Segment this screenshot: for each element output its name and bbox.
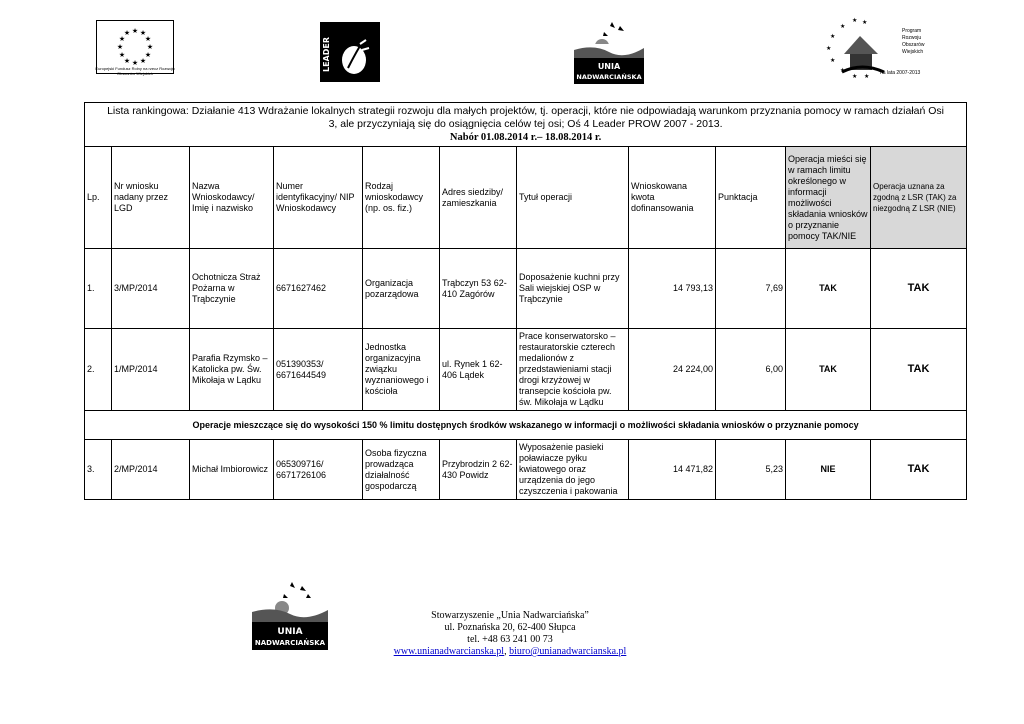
cell-adres: Przybrodzin 2 62-430 Powidz [440, 440, 517, 500]
nabor-dates: Nabór 01.08.2014 r.– 18.08.2014 r. [449, 132, 602, 143]
cell-numer: 6671627462 [274, 249, 363, 329]
section-note-row [85, 411, 967, 440]
table-row [85, 249, 967, 329]
unia-line1: UNIA [597, 62, 621, 71]
svg-text:★: ★ [123, 57, 131, 65]
cell-lp: 3. [85, 440, 112, 500]
unia-line2: NADWARCIAŃSKA [254, 639, 326, 647]
cell-punktacja: 7,69 [716, 249, 786, 329]
header-adres: Adres siedziby/ zamieszkania [440, 147, 517, 249]
svg-text:★: ★ [144, 35, 152, 43]
cell-rodzaj: Organizacja pozarządowa [363, 249, 440, 329]
cell-tytul: Wyposażenie pasieki poławiacze pyłku kwiatowego oraz urządzenia do jego czyszczenia i pakowania [517, 440, 629, 500]
cell-lp: 2. [85, 329, 112, 411]
header-miesci: Operacja mieści się w ramach limitu określonego w informacji możliwości składania wniosków o przyznanie pomocy TAK/NIE [786, 147, 871, 249]
cell-rodzaj: Osoba fizyczna prowadząca działalność gospodarczą [363, 440, 440, 500]
table-row [85, 440, 967, 500]
svg-text:★: ★ [118, 51, 126, 59]
svg-text:★: ★ [131, 59, 139, 67]
footer-org-name: Stowarzyszenie „Unia Nadwarciańska” [431, 610, 589, 621]
cell-nr: 3/MP/2014 [112, 249, 190, 329]
cell-uznana: TAK [871, 249, 967, 329]
svg-text:★: ★ [830, 33, 836, 40]
cell-tytul: Doposażenie kuchni przy Sali wiejskiej OSP w Trąbczynie [517, 249, 629, 329]
footer-address [380, 610, 640, 658]
prow-text: Program Rozwoju Obszarów Wiejskich [902, 28, 925, 55]
table-row [85, 329, 967, 411]
svg-text:★: ★ [852, 73, 858, 80]
svg-text:★: ★ [139, 57, 147, 65]
cell-miesci: TAK [786, 249, 871, 329]
unia-nadwarcianska-logo [574, 18, 644, 84]
footer-street: ul. Poznańska 20, 62-400 Słupca [444, 622, 576, 633]
cell-miesci: NIE [786, 440, 871, 500]
leader-text: LEADER [322, 36, 331, 72]
unia-nadwarcianska-footer-logo [252, 578, 328, 650]
table-title: Lista rankingowa: Działanie 413 Wdrażanie lokalnych strategii rozwoju dla małych projektów, tj. operacji, które nie odpowiadają warunkom przyznania pomocy w ramach działań Osi 3, ale przyczyniają się do osiągnięcia celów tej osi; Oś 4 Leader PROW 2007 - 2013. Nabór 01.08.2014 r.– 18.08.2014 r. [85, 103, 967, 147]
header-tytul: Tytuł operacji [517, 147, 629, 249]
svg-text:★: ★ [862, 19, 868, 26]
prow-years: na lata 2007-2013 [880, 70, 921, 76]
header-numer: Numer identyfikacyjny/ NIP Wnioskodawcy [274, 147, 363, 249]
cell-miesci: TAK [786, 329, 871, 411]
unia-line1: UNIA [277, 627, 303, 637]
cell-rodzaj: Jednostka organizacyjna związku wyznaniowego i kościoła [363, 329, 440, 411]
footer-separator: , [504, 646, 507, 657]
cell-adres: ul. Rynek 1 62-406 Lądek [440, 329, 517, 411]
footer-phone: tel. +48 63 241 00 73 [467, 634, 553, 645]
leader-logo [320, 22, 380, 82]
svg-text:★: ★ [864, 73, 870, 80]
header-lp: Lp. [85, 147, 112, 249]
header-rodzaj: Rodzaj wnioskodawcy (np. os. fiz.) [363, 147, 440, 249]
svg-text:★: ★ [144, 51, 152, 59]
cell-nr: 2/MP/2014 [112, 440, 190, 500]
svg-text:★: ★ [826, 45, 832, 52]
header-uznana: Operacja uznana za zgodną z LSR (TAK) za niezgodną Z LSR (NIE) [871, 147, 967, 249]
cell-lp: 1. [85, 249, 112, 329]
section-note: Operacje mieszczące się do wysokości 150 % limitu dostępnych środków wskazanego w informacji o możliwości składania wniosków o przyznanie pomocy [85, 411, 967, 440]
footer-website-link[interactable]: www.unianadwarcianska.pl [393, 646, 505, 657]
header-nr: Nr wniosku nadany przez LGD [112, 147, 190, 249]
svg-text:★: ★ [123, 29, 131, 37]
eu-caption: Europejski Fundusz Rolny na rzecz Rozwoju Obszarów Wiejskich [95, 66, 175, 76]
cell-adres: Trąbczyn 53 62-410 Zagórów [440, 249, 517, 329]
cell-kwota: 14 793,13 [629, 249, 716, 329]
cell-tytul: Prace konserwatorsko – restauratorskie czterech medalionów z przedstawieniami stacji drogi krzyżowej w transepcie kościoła pw. św. Mikołaja w Lądku [517, 329, 629, 411]
cell-punktacja: 6,00 [716, 329, 786, 411]
svg-text:★: ★ [139, 29, 147, 37]
footer-email-link[interactable]: biuro@unianadwarcianska.pl [509, 646, 627, 657]
header-nazwa: Nazwa Wnioskodawcy/ Imię i nazwisko [190, 147, 274, 249]
svg-text:★: ★ [840, 67, 846, 74]
cell-numer: 065309716/ 6671726106 [274, 440, 363, 500]
cell-kwota: 14 471,82 [629, 440, 716, 500]
cell-kwota: 24 224,00 [629, 329, 716, 411]
unia-line2: NADWARCIAŃSKA [576, 73, 642, 81]
cell-nazwa: Ochotnicza Straż Pożarna w Trąbczynie [190, 249, 274, 329]
svg-text:★: ★ [840, 23, 846, 30]
cell-nazwa: Michał Imbiorowicz [190, 440, 274, 500]
cell-nr: 1/MP/2014 [112, 329, 190, 411]
svg-text:★: ★ [146, 43, 154, 51]
svg-text:★: ★ [116, 43, 124, 51]
svg-text:★: ★ [131, 27, 139, 35]
header-punktacja: Punktacja [716, 147, 786, 249]
svg-text:★: ★ [830, 57, 836, 64]
cell-uznana: TAK [871, 440, 967, 500]
cell-numer: 051390353/ 6671644549 [274, 329, 363, 411]
svg-text:★: ★ [118, 35, 126, 43]
cell-uznana: TAK [871, 329, 967, 411]
cell-nazwa: Parafia Rzymsko – Katolicka pw. Św. Mikołaja w Lądku [190, 329, 274, 411]
header-kwota: Wnioskowana kwota dofinansowania [629, 147, 716, 249]
svg-text:★: ★ [852, 17, 858, 24]
cell-punktacja: 5,23 [716, 440, 786, 500]
ranking-table [84, 102, 967, 500]
